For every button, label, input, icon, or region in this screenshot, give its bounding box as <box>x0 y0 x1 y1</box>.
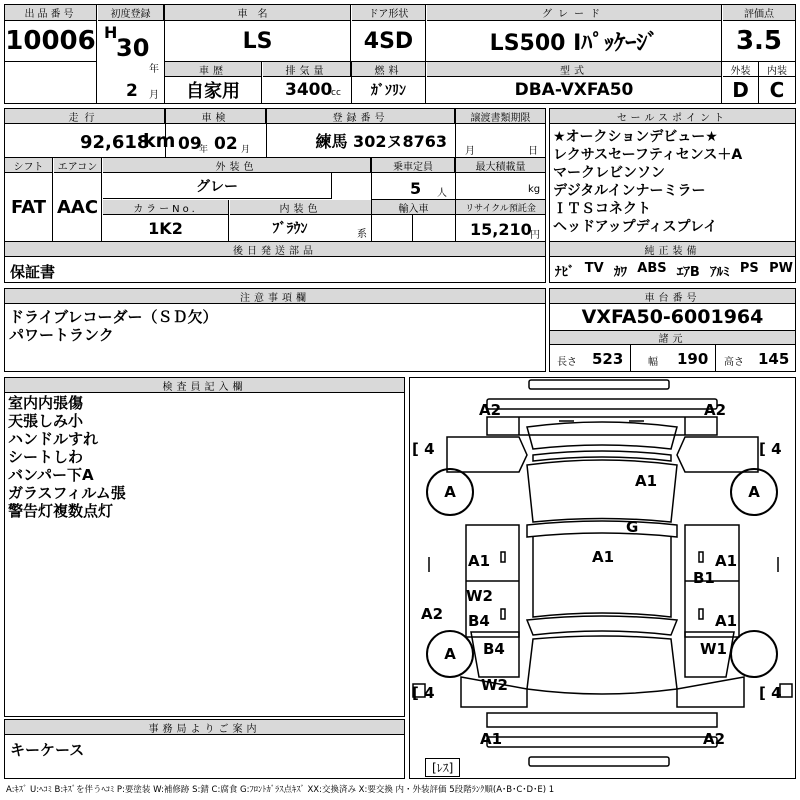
equip-item: ｴｱB <box>676 265 700 280</box>
inspector-line: ハンドルすれ <box>8 430 99 448</box>
tread-front-right: [ 4 <box>759 440 782 458</box>
history: 自家用 <box>165 77 262 103</box>
displacement-label: 排気量 <box>263 62 351 77</box>
damage-mark: A1 <box>635 472 658 490</box>
transfer-day: 日 <box>528 146 538 157</box>
sales-point: デジタルインナーミラー <box>553 183 706 199</box>
lot-label: 出品番号 <box>5 5 97 21</box>
spare-tire-label: [ﾚｽ] <box>425 758 460 777</box>
ext-color: グレー <box>103 173 331 199</box>
car-name-label: 車名 <box>165 5 351 21</box>
mileage-label: 走行 <box>5 109 165 124</box>
reg-label: 登録番号 <box>267 109 455 124</box>
damage-mark: W1 <box>700 640 727 658</box>
year-unit: 年 <box>149 64 159 75</box>
inspector-line: 天張しみ小 <box>8 412 84 430</box>
door-type: 4SD <box>352 21 426 61</box>
equip-item: ABS <box>637 261 667 276</box>
tread-rear-right: [ 4 <box>759 684 782 702</box>
capacity-unit: 人 <box>437 188 447 199</box>
tire-grade: A <box>444 645 456 663</box>
color-label: 外装色 <box>103 158 371 173</box>
equip-item: ﾅﾋﾞ <box>555 265 575 280</box>
tire-grade: A <box>444 483 456 501</box>
equip-item: ｶﾜ <box>614 265 627 280</box>
inspector-lines <box>8 394 126 520</box>
damage-mark: G <box>626 518 639 536</box>
fuel: ｶﾞｿﾘﾝ <box>352 77 426 103</box>
office-label: 事務局よりご案内 <box>5 720 404 735</box>
first-reg-label: 初度登録 <box>98 5 164 21</box>
door-label: ドア形状 <box>352 5 426 21</box>
tire-rear-left <box>426 630 474 678</box>
interior-unit: 系 <box>357 229 367 240</box>
notes-label: 注意事項欄 <box>5 289 545 304</box>
import-label: 輸入車 <box>372 200 455 215</box>
dims-label: 諸元 <box>550 330 795 345</box>
lot-number: 10006 <box>5 21 97 61</box>
km-unit: km <box>143 130 176 152</box>
inspector-line: 室内内張傷 <box>8 394 84 412</box>
sales-point: ヘッドアップディスプレイ <box>553 219 718 235</box>
transfer-month: 月 <box>465 146 475 157</box>
notes-lines <box>9 308 218 344</box>
car-name: LS <box>165 21 351 61</box>
damage-mark: A2 <box>703 730 726 748</box>
tire-rear-right <box>730 630 778 678</box>
month-unit: 月 <box>149 90 159 101</box>
mileage: 92,618 <box>80 132 150 153</box>
tire-grade: A <box>748 483 760 501</box>
sales-point: ＩＴＳコネクト <box>553 201 651 217</box>
ext-grade-label: 外装 <box>723 62 759 77</box>
later-label: 後日発送部品 <box>5 241 545 257</box>
transfer-label: 譲渡書類期限 <box>456 109 545 124</box>
tire-front-right <box>730 468 778 516</box>
damage-mark: A1 <box>592 548 615 566</box>
damage-mark: A1 <box>480 730 503 748</box>
sales-point: ★オークションデビュー★ <box>553 129 718 145</box>
office-text: キーケース <box>10 741 85 759</box>
damage-mark: B4 <box>468 612 490 630</box>
interior-color: ﾌﾞﾗｳﾝ <box>272 221 308 237</box>
equip-list <box>555 261 793 280</box>
damage-mark: W2 <box>481 676 508 694</box>
color-no: 1K2 <box>103 215 229 241</box>
damage-mark: A2 <box>421 605 444 623</box>
insp-month-unit: 月 <box>241 145 251 155</box>
damage-mark: A1 <box>468 552 491 570</box>
damage-mark: A1 <box>715 612 738 630</box>
int-grade-label: 内装 <box>759 62 795 77</box>
cc-unit: cc <box>331 88 341 98</box>
ac: AAC <box>54 173 102 241</box>
first-reg-era: H <box>104 23 118 42</box>
sales-label: セールスポイント <box>550 109 795 124</box>
hei-label: 高さ <box>724 357 744 368</box>
chassis-label: 車台番号 <box>550 289 795 304</box>
damage-mark: B4 <box>483 640 505 658</box>
chassis-number: VXFA50-6001964 <box>581 306 764 328</box>
model-label: 型式 <box>427 62 722 77</box>
legend: A:ｷｽﾞ U:ﾍｺﾐ B:ｷｽﾞを伴うﾍｺﾐ P:要塗装 W:補修跡 S:錆 C:腐食 G:ﾌﾛﾝﾄｶﾞﾗｽ点ｷｽﾞ XX:交換済み X:要交換 内・外装評価 5段階ﾗﾝｸ順(A･B･C･D･E) 1 <box>6 785 555 795</box>
history-label: 車歴 <box>165 62 262 77</box>
model-code: DBA-VXFA50 <box>427 77 722 103</box>
equip-item: PW <box>769 261 793 276</box>
ext-grade: D <box>723 77 759 103</box>
interior-label: 内装色 <box>230 200 371 215</box>
shift: FAT <box>5 173 53 241</box>
int-grade: C <box>769 78 785 102</box>
first-reg-year: 30 <box>116 34 150 62</box>
capacity-label: 乗車定員 <box>372 158 455 173</box>
car-outline-diagram <box>409 377 796 779</box>
tread-rear-left: [ 4 <box>412 684 435 702</box>
inspector-line: ガラスフィルム張 <box>8 484 126 502</box>
ac-label: エアコン <box>54 158 102 173</box>
equip-item: TV <box>584 261 604 276</box>
insp-year: 09 <box>178 134 202 154</box>
recycle: 15,210 <box>470 220 532 239</box>
equip-item: PS <box>739 261 759 276</box>
damage-mark: W2 <box>466 587 493 605</box>
score: 3.5 <box>735 26 783 56</box>
recycle-unit: 円 <box>530 230 540 241</box>
inspector-line: 警告灯複数点灯 <box>8 502 114 520</box>
score-label: 評価点 <box>723 5 795 21</box>
len-label: 長さ <box>557 357 577 368</box>
note-line: ドライブレコーダー（ＳＤ欠） <box>9 308 218 326</box>
capacity: 5 <box>410 179 422 198</box>
recycle-label: リサイクル預託金 <box>456 200 545 215</box>
lot-blank <box>5 61 97 103</box>
tire-front-left <box>426 468 474 516</box>
inspector-line: バンパー下A <box>8 466 94 484</box>
insp-year-unit: 年 <box>199 145 209 155</box>
inspector-line: シートしわ <box>8 448 84 466</box>
sales-point: レクサスセーフティセンス＋A <box>553 147 743 163</box>
reg-number: 練馬 302ヌ8763 <box>315 132 447 151</box>
inspection-label: 車検 <box>166 109 266 124</box>
tread-front-left: [ 4 <box>412 440 435 458</box>
first-reg-month: 2 <box>126 81 138 101</box>
equip-label: 純正装備 <box>550 241 795 257</box>
later-parts: 保証書 <box>10 263 56 281</box>
note-line: パワートランク <box>9 326 114 344</box>
grade: LS500 Iﾊﾟｯｹｰｼﾞ <box>427 21 722 61</box>
damage-mark: A2 <box>479 401 502 419</box>
width: 190 <box>677 350 709 368</box>
damage-mark: B1 <box>693 569 715 587</box>
wid-label: 幅 <box>648 357 658 368</box>
grade-label: グレード <box>427 5 722 21</box>
damage-mark: A1 <box>715 552 738 570</box>
equip-item: ｱﾙﾐ <box>710 265 730 280</box>
inspector-label: 検査員記入欄 <box>5 378 404 393</box>
load-unit: kg <box>528 184 541 195</box>
damage-mark: A2 <box>704 401 727 419</box>
fuel-label: 燃料 <box>352 62 426 77</box>
length: 523 <box>592 350 624 368</box>
displacement: 3400 <box>285 80 333 100</box>
load-label: 最大積載量 <box>456 158 545 173</box>
sales-points <box>553 128 742 236</box>
height: 145 <box>758 350 790 368</box>
sales-point: マークレビンソン <box>553 165 665 181</box>
color-no-label: カラーNo. <box>103 200 229 215</box>
insp-month: 02 <box>214 134 238 154</box>
shift-label: シフト <box>5 158 53 173</box>
